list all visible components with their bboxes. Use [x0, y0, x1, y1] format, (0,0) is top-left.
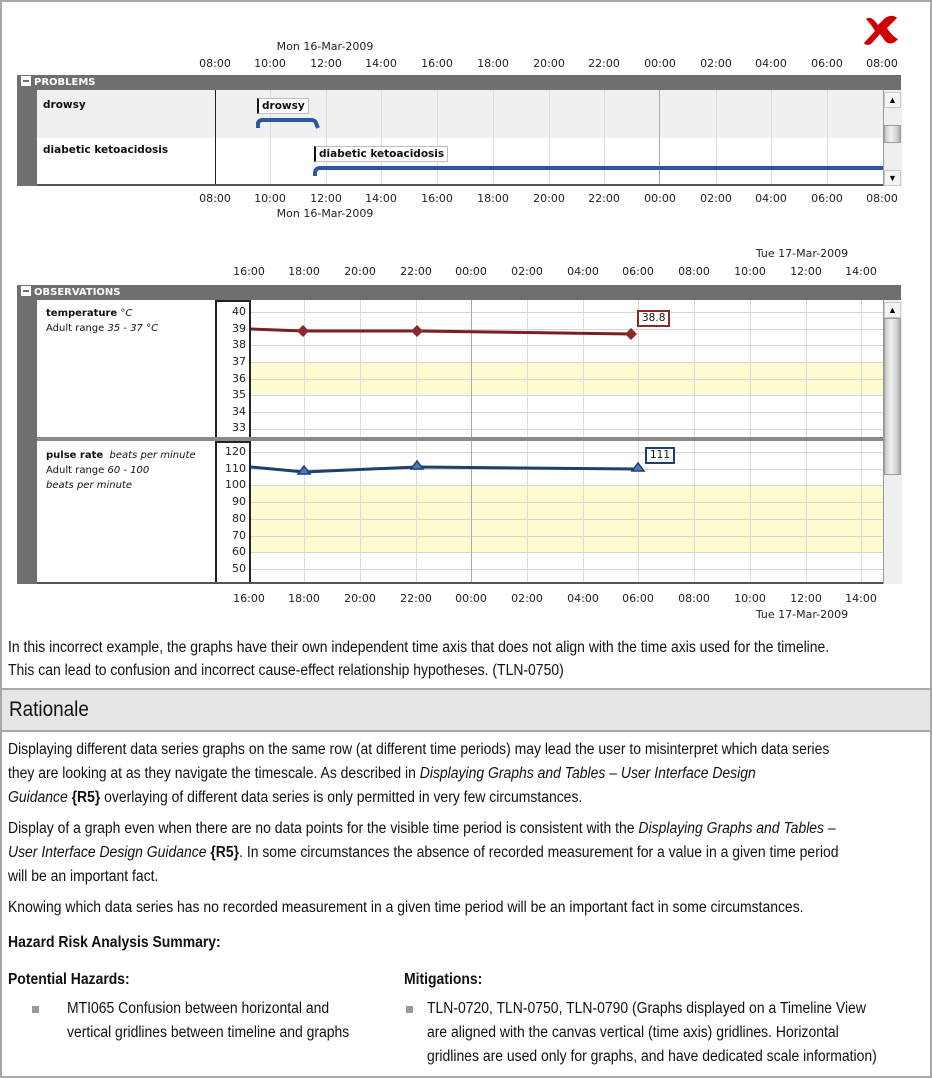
pulse-latest-value[interactable]: 111: [645, 447, 675, 464]
time-tick: 22:00: [588, 57, 620, 70]
problem-label-dka[interactable]: diabetic ketoacidosis: [43, 144, 169, 156]
mitigation-line-2: are aligned with the canvas vertical (time axis) gridlines. Horizontal: [427, 1024, 839, 1041]
time-tick: 16:00: [233, 265, 265, 278]
data-point-triangle[interactable]: [632, 463, 644, 471]
time-tick: 10:00: [734, 592, 766, 605]
data-point-triangle[interactable]: [411, 461, 423, 469]
time-tick: 00:00: [455, 265, 487, 278]
time-tick: 18:00: [477, 192, 509, 205]
temperature-unit: °C: [120, 308, 133, 319]
y-tick: 38: [232, 338, 246, 351]
problems-top-date: Mon 16-Mar-2009: [276, 40, 374, 53]
time-tick: 18:00: [288, 592, 320, 605]
observations-row-strip: [17, 300, 37, 584]
temperature-label[interactable]: [46, 306, 158, 336]
data-point-diamond[interactable]: [297, 325, 309, 337]
temperature-name: temperature: [46, 308, 118, 319]
time-tick: 14:00: [365, 192, 397, 205]
temperature-range: 35 - 37 °C: [107, 323, 159, 334]
pulse-range-prefix: Adult range: [46, 465, 105, 476]
observations-title: OBSERVATIONS: [34, 287, 121, 298]
time-tick: 08:00: [199, 57, 231, 70]
time-tick: 04:00: [567, 592, 599, 605]
pulse-label[interactable]: [46, 448, 196, 493]
hazard-line-1: MTI065 Confusion between horizontal and: [67, 1000, 330, 1017]
problems-bottom-date: Mon 16-Mar-2009: [276, 207, 374, 220]
time-tick: 10:00: [734, 265, 766, 278]
incorrect-example-x-icon: [862, 13, 900, 47]
hazard-analysis-heading: Hazard Risk Analysis Summary:: [8, 934, 221, 951]
temperature-latest-value[interactable]: 38.8: [637, 310, 670, 327]
collapse-icon[interactable]: [21, 76, 31, 86]
rationale-p2-line2: [8, 841, 838, 864]
observations-header[interactable]: [17, 285, 901, 300]
collapse-icon[interactable]: [21, 286, 31, 296]
time-tick: 12:00: [790, 592, 822, 605]
time-tick: 20:00: [344, 592, 376, 605]
problems-header[interactable]: [17, 75, 901, 90]
time-tick: 00:00: [644, 57, 676, 70]
time-tick: 22:00: [588, 192, 620, 205]
y-tick: 50: [232, 562, 246, 575]
y-tick: 70: [232, 529, 246, 542]
time-tick: 18:00: [288, 265, 320, 278]
problem-flag-dka[interactable]: diabetic ketoacidosis: [314, 146, 448, 162]
hazard-line-2: vertical gridlines between timeline and graphs: [67, 1024, 350, 1041]
time-tick: 08:00: [199, 192, 231, 205]
time-tick: 04:00: [755, 57, 787, 70]
y-tick: 36: [232, 372, 246, 385]
time-tick: 04:00: [567, 265, 599, 278]
time-tick: 12:00: [310, 57, 342, 70]
problems-row-bg-drowsy: [37, 90, 883, 138]
time-tick: 16:00: [233, 592, 265, 605]
mitigation-line-1: TLN-0720, TLN-0750, TLN-0790 (Graphs displayed on a Timeline View: [427, 1000, 866, 1017]
pulse-name: pulse rate: [46, 450, 104, 461]
rationale-p1-line3: [8, 786, 582, 809]
y-tick: 35: [232, 388, 246, 401]
problem-bar-dka[interactable]: [313, 163, 883, 177]
rationale-p3: Knowing which data series has no recorded measurement in a given time period will be an important fact in some circumstances.: [8, 899, 804, 916]
time-tick: 00:00: [455, 592, 487, 605]
scroll-up-button[interactable]: ▲: [884, 302, 901, 318]
reference-tag: {R5}: [67, 789, 101, 806]
time-tick: 10:00: [254, 192, 286, 205]
time-tick: 20:00: [533, 192, 565, 205]
temperature-range-prefix: Adult range: [46, 323, 105, 334]
pulse-range-unit: beats per minute: [46, 480, 132, 491]
reference-link: Displaying Graphs and Tables –: [638, 820, 836, 837]
time-tick: 04:00: [755, 192, 787, 205]
data-point-diamond[interactable]: [625, 328, 637, 340]
rationale-heading-bar: [2, 688, 930, 732]
time-tick: 14:00: [845, 592, 877, 605]
time-tick: 22:00: [400, 265, 432, 278]
reference-link: User Interface Design Guidance: [8, 844, 207, 861]
y-tick: 40: [232, 305, 246, 318]
y-tick: 80: [232, 512, 246, 525]
pulse-range: 60 - 100: [107, 465, 150, 476]
text-run: Display of a graph even when there are no data points for the visible time period is consistent with the: [8, 820, 639, 837]
time-tick: 14:00: [365, 57, 397, 70]
text-run: overlaying of different data series is only permitted in very few circumstances.: [100, 789, 583, 806]
rationale-p1-line2: [8, 762, 756, 785]
observations-top-date: Tue 17-Mar-2009: [755, 247, 849, 260]
pulse-unit: beats per minute: [109, 450, 196, 461]
reference-link: Displaying Graphs and Tables – User Interface Design: [419, 765, 756, 782]
rationale-p2-line1: [8, 817, 836, 840]
time-tick: 20:00: [533, 57, 565, 70]
y-tick: 33: [232, 421, 246, 434]
time-tick: 02:00: [700, 192, 732, 205]
problem-bar-drowsy[interactable]: [256, 116, 320, 130]
y-tick: 90: [232, 495, 246, 508]
time-tick: 12:00: [790, 265, 822, 278]
time-tick: 06:00: [622, 265, 654, 278]
time-tick: 20:00: [344, 265, 376, 278]
time-tick: 08:00: [678, 265, 710, 278]
bullet-icon: [406, 1006, 413, 1013]
problem-flag-drowsy[interactable]: drowsy: [257, 98, 309, 114]
data-point-triangle[interactable]: [298, 466, 310, 474]
bullet-icon: [32, 1006, 39, 1013]
temperature-graph[interactable]: [251, 300, 883, 437]
scroll-up-button[interactable]: ▲: [884, 92, 901, 108]
time-tick: 14:00: [845, 265, 877, 278]
rationale-heading: Rationale: [9, 698, 89, 721]
y-tick: 110: [225, 462, 246, 475]
problems-row-strip: [17, 90, 37, 186]
text-run: they are looking at as they navigate the timescale. As described in: [8, 765, 420, 782]
caption-line-2: This can lead to confusion and incorrect cause-effect relationship hypotheses. (TLN-0750): [8, 662, 564, 679]
y-tick: 39: [232, 322, 246, 335]
pulse-graph[interactable]: [251, 441, 883, 582]
rationale-p1-line1: Displaying different data series graphs on the same row (at different time periods) may lead the user to misinterpret which data series: [8, 741, 830, 758]
y-tick: 100: [225, 478, 246, 491]
reference-tag: {R5}: [206, 844, 240, 861]
time-tick: 08:00: [866, 57, 898, 70]
y-tick: 120: [225, 445, 246, 458]
mitigation-line-3: gridlines are used only for graphs, and have dedicated scale information): [427, 1048, 877, 1065]
time-tick: 18:00: [477, 57, 509, 70]
scroll-down-button[interactable]: ▼: [884, 170, 901, 186]
observations-bottom-date: Tue 17-Mar-2009: [755, 608, 849, 621]
label-divider: [215, 90, 216, 184]
y-tick: 34: [232, 405, 246, 418]
data-point-diamond[interactable]: [411, 325, 423, 337]
mitigations-heading: Mitigations:: [404, 971, 483, 988]
problem-label-drowsy[interactable]: drowsy: [43, 99, 86, 111]
time-tick: 08:00: [678, 592, 710, 605]
caption-line-1: In this incorrect example, the graphs have their own independent time axis that does not align with the time axis used for the timeline.: [8, 639, 830, 656]
time-tick: 02:00: [511, 592, 543, 605]
time-tick: 12:00: [310, 192, 342, 205]
observations-scroll-thumb[interactable]: [884, 318, 901, 475]
text-run: . In some circumstances the absence of recorded measurement for a value in a given time period: [239, 844, 839, 861]
time-tick: 22:00: [400, 592, 432, 605]
time-tick: 16:00: [421, 192, 453, 205]
potential-hazards-heading: Potential Hazards:: [8, 971, 130, 988]
problems-title: PROBLEMS: [34, 77, 96, 88]
time-tick: 02:00: [700, 57, 732, 70]
time-tick: 06:00: [622, 592, 654, 605]
y-tick: 60: [232, 545, 246, 558]
time-tick: 06:00: [811, 192, 843, 205]
time-tick: 10:00: [254, 57, 286, 70]
reference-link: Guidance: [8, 789, 68, 806]
problems-scroll-thumb[interactable]: [884, 125, 901, 143]
time-tick: 16:00: [421, 57, 453, 70]
time-tick: 02:00: [511, 265, 543, 278]
time-tick: 00:00: [644, 192, 676, 205]
y-tick: 37: [232, 355, 246, 368]
rationale-p2-line3: will be an important fact.: [8, 868, 159, 885]
time-tick: 08:00: [866, 192, 898, 205]
time-tick: 06:00: [811, 57, 843, 70]
